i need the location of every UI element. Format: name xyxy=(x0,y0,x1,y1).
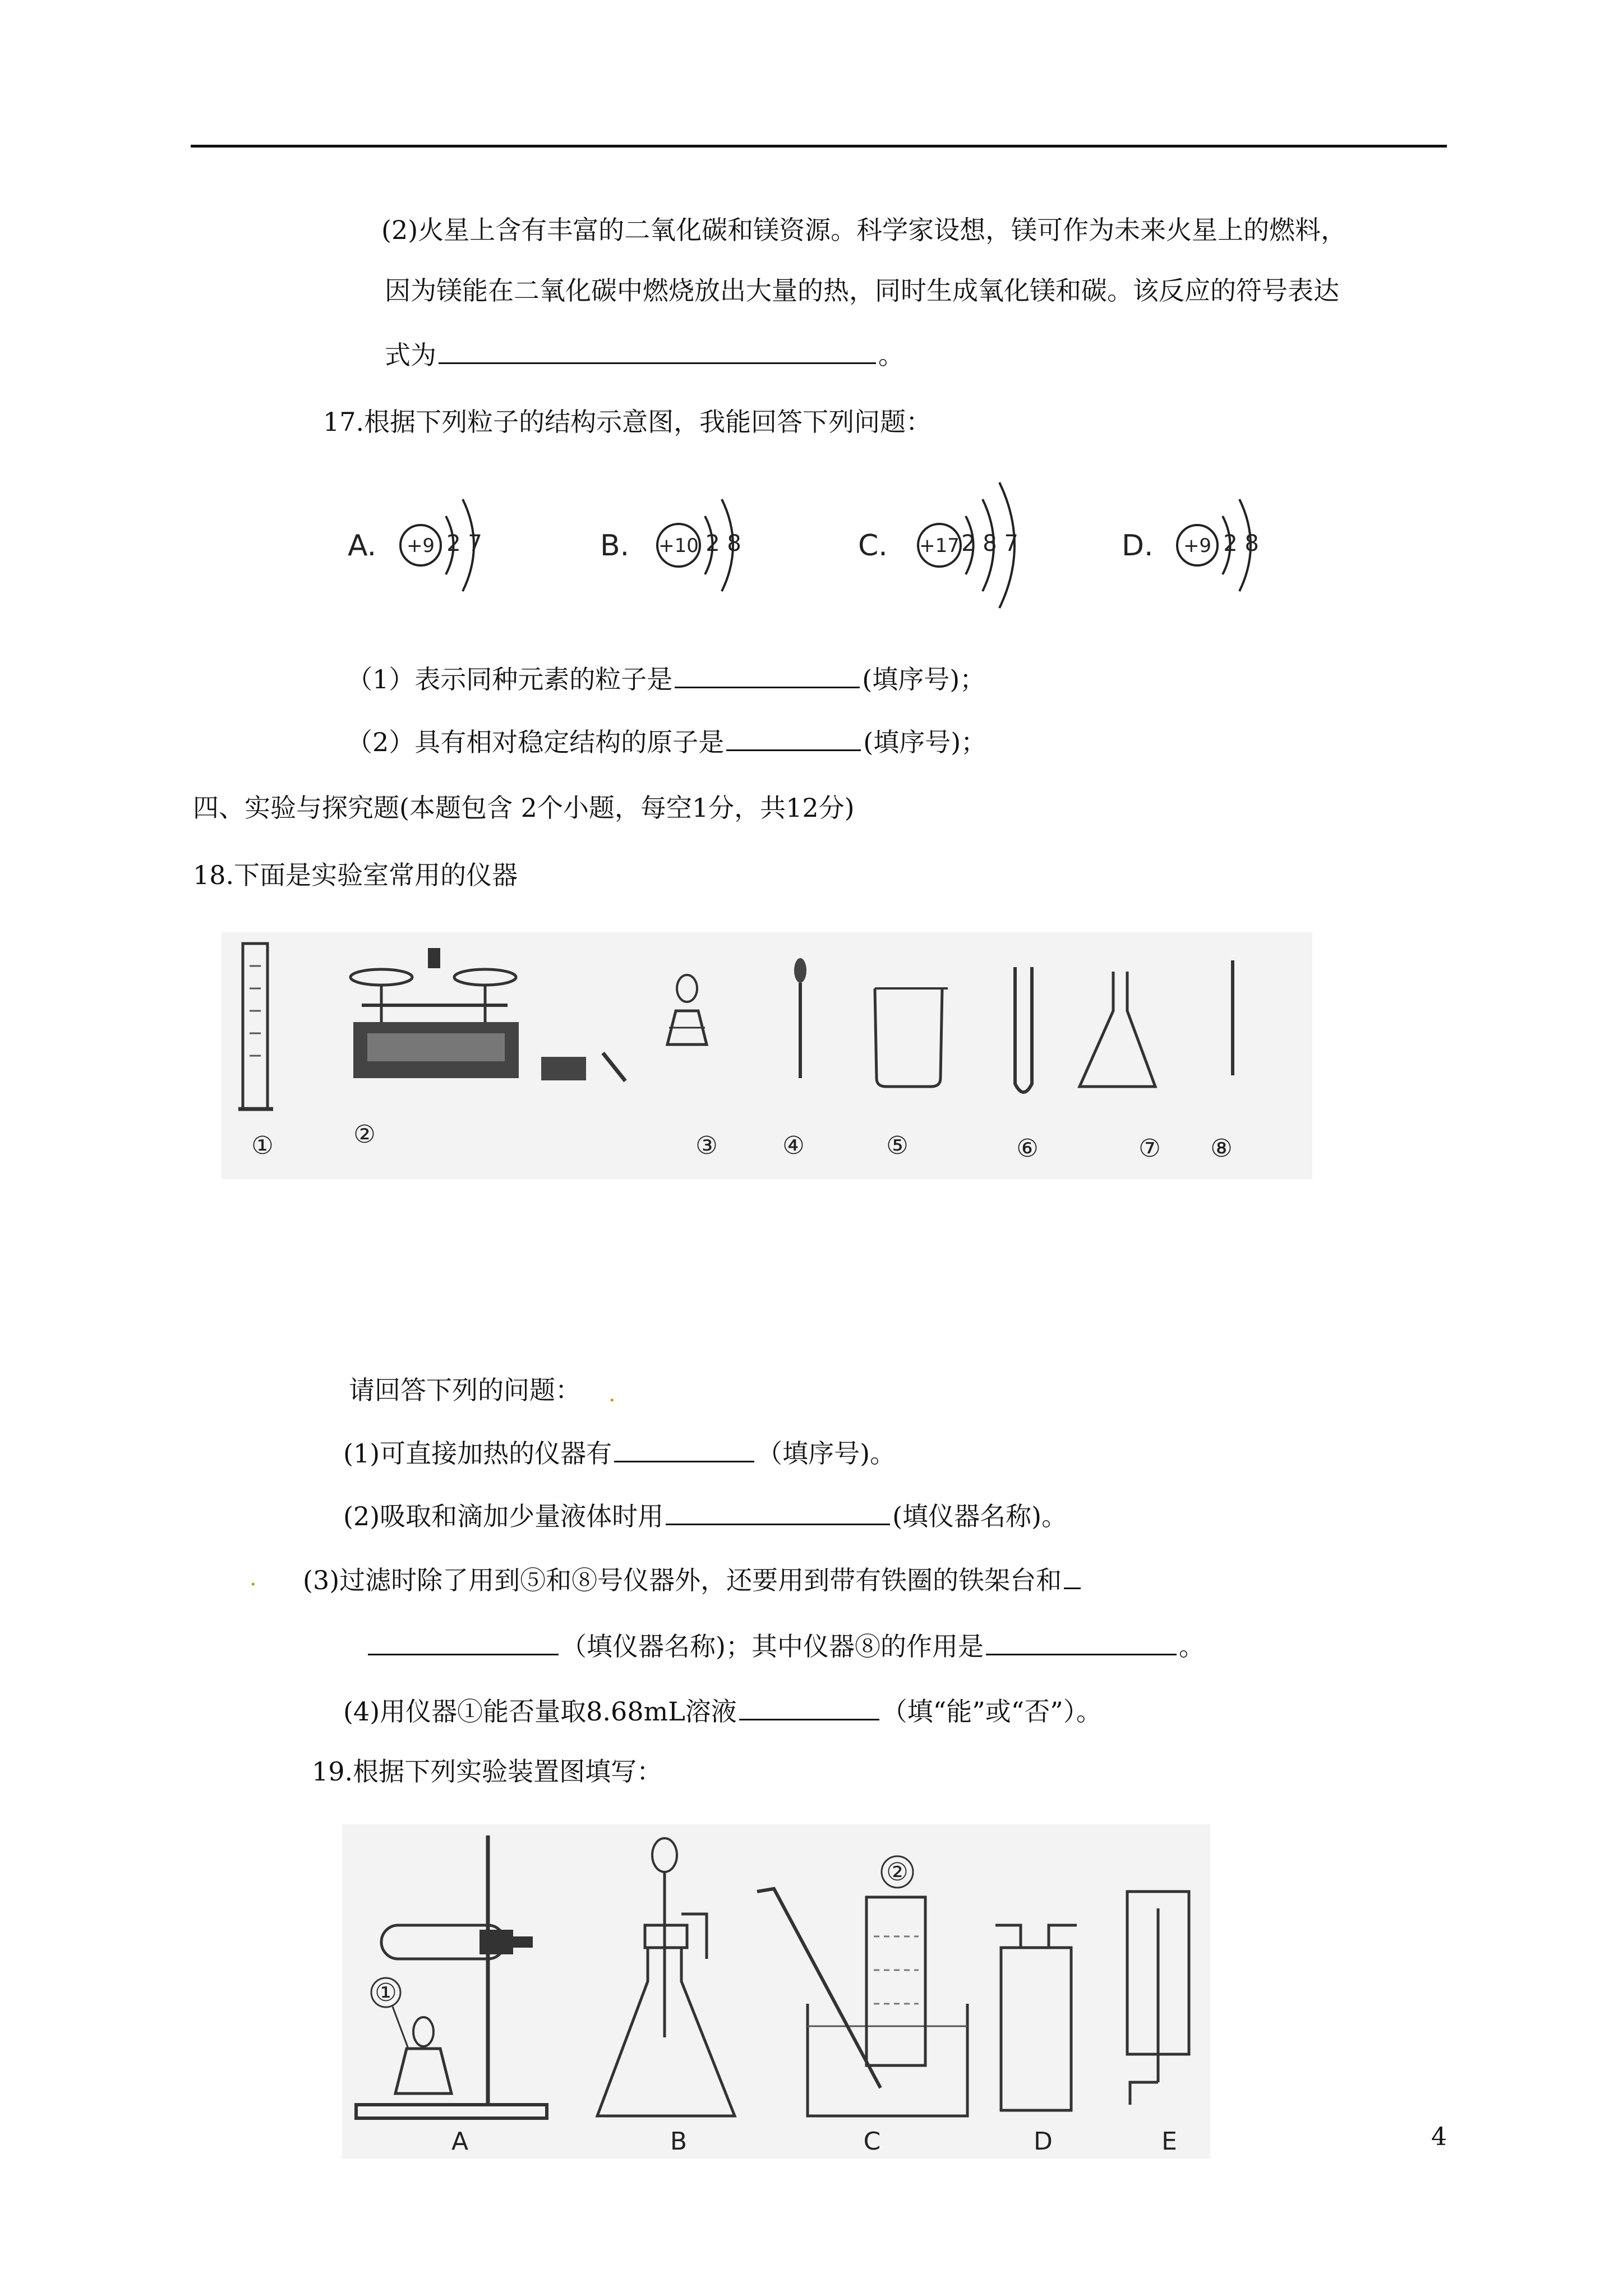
stray-mark: . xyxy=(250,1565,257,1591)
q19-stem: 19.根据下列实验装置图填写： xyxy=(312,1756,663,1787)
answer-blank[interactable] xyxy=(739,1693,879,1720)
answer-blank[interactable] xyxy=(986,1628,1177,1655)
atom-diagram-c xyxy=(858,482,1018,608)
answer-blank[interactable] xyxy=(726,724,861,751)
lab-instruments-drawing xyxy=(222,932,1312,1179)
svg-text:A.: A. xyxy=(348,529,377,563)
answer-blank[interactable] xyxy=(368,1628,559,1655)
svg-text:⑧: ⑧ xyxy=(1210,1134,1233,1163)
graduated-cylinder-icon xyxy=(238,944,273,1109)
lab-apparatus-figure xyxy=(342,1824,1210,2159)
apparatus-c-water-trough xyxy=(757,1856,967,2116)
apparatus-a-heating-setup xyxy=(356,1835,547,2118)
svg-text:2 7: 2 7 xyxy=(446,531,482,556)
atom-diagram-b xyxy=(600,499,741,591)
answer-blank[interactable] xyxy=(675,661,860,688)
svg-text:D.: D. xyxy=(1122,529,1154,563)
q18-sub3-line2: （填仪器名称)；其中仪器⑧的作用是 。 xyxy=(366,1628,1205,1663)
svg-text:②: ② xyxy=(353,1120,376,1149)
q17-sub2: （2）具有相对稳定结构的原子是 (填序号)； xyxy=(347,724,986,759)
svg-text:2 8: 2 8 xyxy=(706,531,741,556)
svg-text:2 8: 2 8 xyxy=(1223,531,1259,556)
q18-sub4: (4)用仪器①能否量取8.68mL溶液 （填“能”或“否”）。 xyxy=(343,1693,1102,1728)
svg-text:B.: B. xyxy=(600,529,630,563)
q16-part2-line3: 式为 。 xyxy=(385,337,904,372)
stray-mark: . xyxy=(608,1381,616,1407)
answer-blank[interactable] xyxy=(1064,1562,1081,1589)
svg-text:C: C xyxy=(863,2127,881,2156)
svg-text:D: D xyxy=(1034,2127,1053,2156)
svg-text:A: A xyxy=(451,2127,469,2156)
q18-sub2: (2)吸取和滴加少量液体时用 (填仪器名称)。 xyxy=(343,1498,1067,1533)
apparatus-b-flask-funnel xyxy=(597,1838,735,2116)
answer-blank[interactable] xyxy=(666,1498,890,1525)
lab-instruments-figure xyxy=(222,932,1312,1179)
header-rule xyxy=(191,145,1447,148)
answer-blank[interactable] xyxy=(614,1435,754,1462)
svg-text:①: ① xyxy=(375,1978,397,2007)
svg-text:+10: +10 xyxy=(658,535,699,557)
svg-text:+17: +17 xyxy=(919,535,960,557)
svg-text:⑥: ⑥ xyxy=(1016,1134,1039,1163)
balance-scale-icon xyxy=(351,948,625,1081)
beaker-icon xyxy=(875,988,948,1087)
svg-text:⑤: ⑤ xyxy=(886,1131,909,1160)
svg-text:+9: +9 xyxy=(406,535,435,557)
q17-stem: 17.根据下列粒子的结构示意图，我能回答下列问题： xyxy=(323,407,932,437)
erlenmeyer-flask-icon xyxy=(1080,972,1155,1087)
atom-structure-diagrams xyxy=(314,460,1324,623)
svg-text:⑦: ⑦ xyxy=(1138,1134,1161,1163)
lab-apparatus-drawing xyxy=(342,1824,1210,2159)
svg-text:④: ④ xyxy=(782,1131,805,1160)
test-tube-icon xyxy=(1015,967,1032,1092)
apparatus-d-gas-bottle xyxy=(995,1925,1077,2110)
apparatus-e-inverted-bottle xyxy=(1127,1892,1189,2105)
q16-part2-line1: (2)火星上含有丰富的二氧化碳和镁资源。科学家设想，镁可作为未来火星上的燃料， xyxy=(381,215,1347,245)
page-number: 4 xyxy=(1431,2123,1447,2151)
q18-sub3-line1: (3)过滤时除了用到⑤和⑧号仪器外，还要用到带有铁圈的铁架台和 xyxy=(303,1562,1083,1597)
svg-text:C.: C. xyxy=(858,529,888,563)
svg-text:B: B xyxy=(670,2127,688,2156)
dropper-icon xyxy=(794,958,806,1078)
atom-diagram-d xyxy=(1122,499,1259,591)
svg-text:①: ① xyxy=(251,1131,274,1160)
svg-text:2 8 7: 2 8 7 xyxy=(961,531,1018,556)
svg-text:E: E xyxy=(1161,2127,1177,2156)
q18-stem: 18.下面是实验室常用的仪器 xyxy=(193,860,518,890)
answer-blank[interactable] xyxy=(439,337,876,364)
atom-diagram-a xyxy=(348,499,482,591)
svg-text:③: ③ xyxy=(695,1131,718,1160)
svg-text:②: ② xyxy=(886,1858,909,1887)
alcohol-lamp-icon xyxy=(667,975,707,1045)
q17-sub1: （1）表示同种元素的粒子是 (填序号)； xyxy=(347,661,985,696)
svg-text:+9: +9 xyxy=(1183,535,1212,557)
q18-sub1: (1)可直接加热的仪器有 （填序号)。 xyxy=(343,1435,896,1470)
section4-title: 四、实验与探究题(本题包含 2个小题，每空1分，共12分) xyxy=(193,793,855,823)
q16-part2-line2: 因为镁能在二氧化碳中燃烧放出大量的热，同时生成氧化镁和碳。该反应的符号表达 xyxy=(385,275,1339,306)
q18-prompt: 请回答下列的问题： xyxy=(349,1375,581,1405)
